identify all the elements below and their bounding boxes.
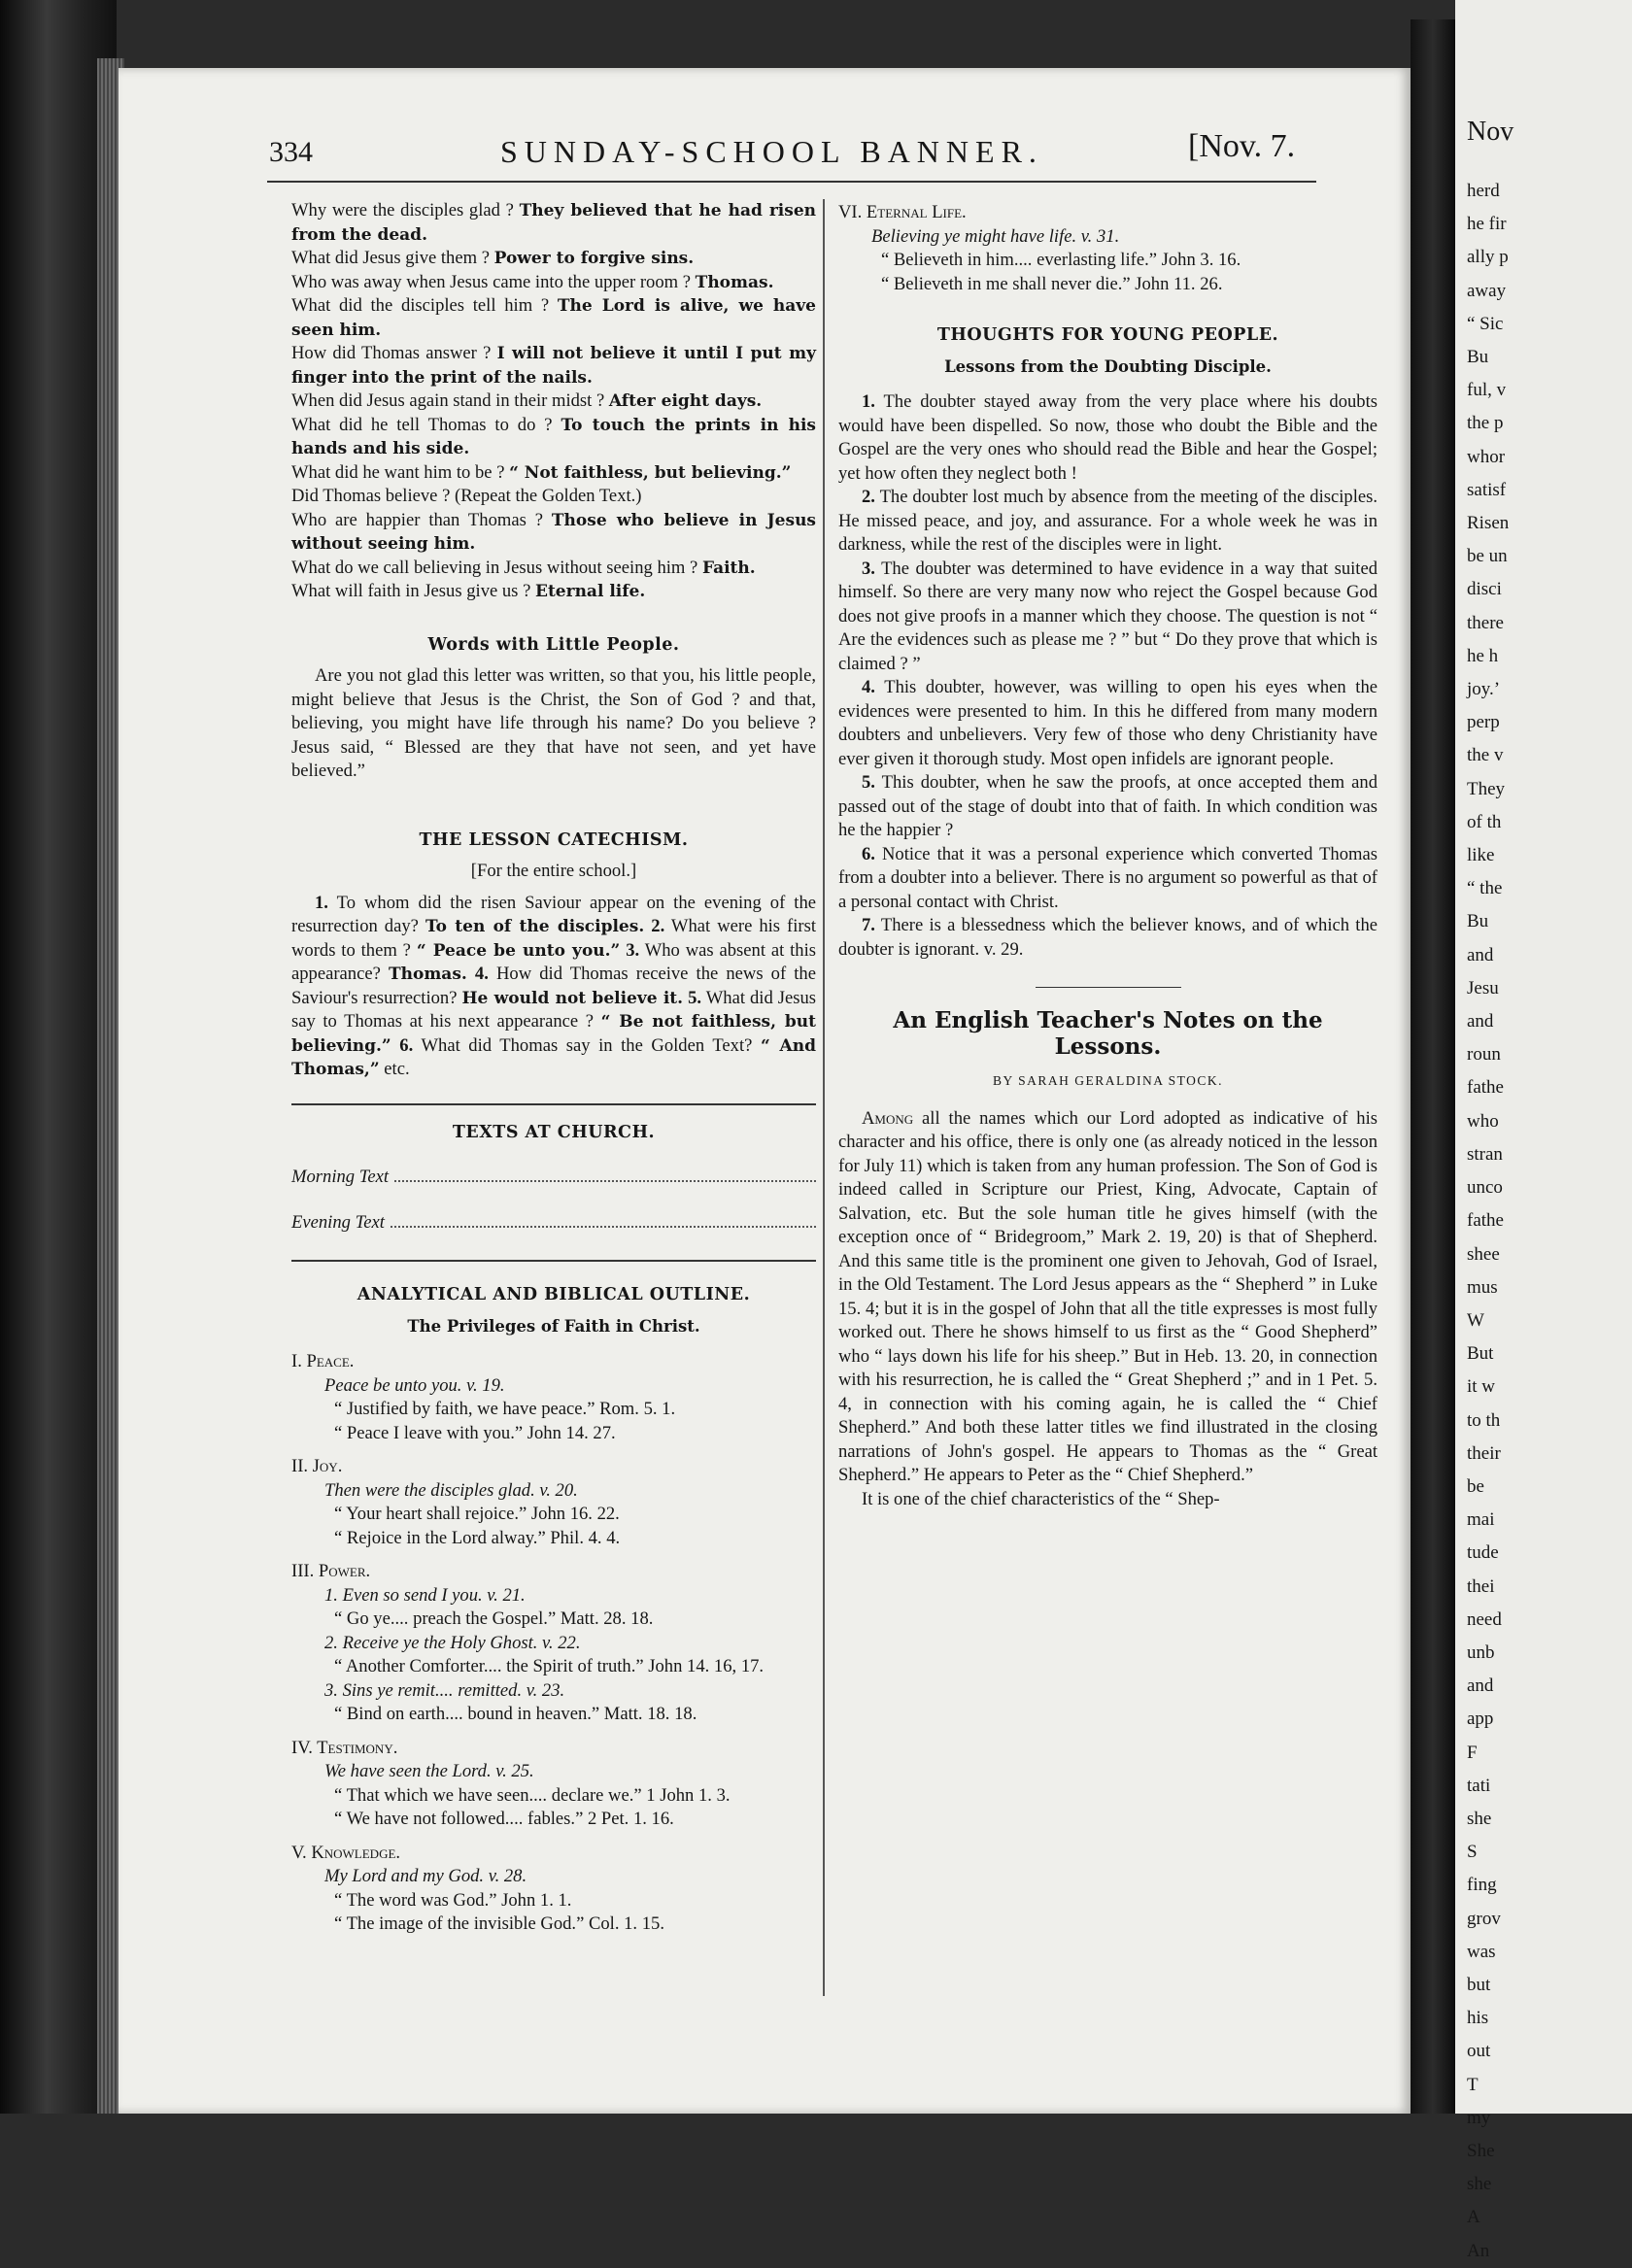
running-head: [189, 124, 1336, 183]
next-page-line: They: [1467, 778, 1506, 799]
next-page-line: whor: [1467, 446, 1506, 467]
answer: I will not believe it until I put my finger into the print of the nails.: [291, 344, 816, 388]
notes-first-word: Among: [862, 1107, 914, 1129]
next-page-line: tude: [1467, 1542, 1499, 1564]
outline-reference: “ The word was God.” John 1. 1.: [334, 1889, 572, 1911]
catechism-answer: “ Be not faithless, but believing.”: [291, 1012, 817, 1056]
qa-item: [291, 509, 816, 557]
next-page-line: of th: [1467, 811, 1502, 832]
next-page-line: Jesu: [1467, 977, 1499, 999]
thoughts-subheading: Lessons from the Doubting Disciple.: [944, 356, 1272, 376]
next-page-line: she: [1467, 2174, 1492, 2195]
outline-reference: “ Believeth in him.... everlasting life.” John 3. 16.: [881, 250, 1241, 270]
question: What did Jesus give them ?: [291, 248, 490, 268]
question: What did he want him to be ?: [291, 461, 505, 483]
next-page-line: his: [1467, 2008, 1489, 2029]
thought-text: The doubter was determined to have evidence in a way that suited himself. So there are very many now who reject the Gospel because God does not give proofs in a manner which they choose. The question is not “ Are the evidences such as please me ? ” but “ Do they prove that which is claimed ? ”: [838, 558, 1377, 674]
next-page-line: shee: [1467, 1243, 1500, 1265]
outline-verse: Then were the disciples glad. v. 20.: [324, 1479, 578, 1501]
thought-item: [838, 914, 1377, 962]
catechism-question: What did Jesus say to Thomas at his next appearance ?: [291, 987, 817, 1032]
thoughts-heading: THOUGHTS FOR YOUNG PEOPLE.: [936, 325, 1279, 345]
thought-item: [838, 390, 1377, 486]
next-page-line: T: [1467, 2074, 1479, 2095]
next-page-line: ally p: [1467, 247, 1509, 268]
notes-paragraph-2: It is one of the chief characteristics of the “ Shep-: [862, 1488, 1220, 1509]
catechism-heading: THE LESSON CATECHISM.: [419, 829, 689, 850]
notes-paragraph-body: all the names which our Lord adopted as indicative of his character and his office, there is only one (as already noticed in the lesson for July 11) which is taken from any human profession. The Son of God is indeed called in Scripture our Priest, King, Advocate, Captain of Salvation, etc. But the sole human title he gives himself (with the exception once of “ Bridegroom,” Mark 2. 19, 20) is that of Shepherd. And this same title is the prominent one given to Jehovah, God of Israel, in the Old Testament. The Lord Jesus appears as the “ Shepherd ” in Luke 15. 4; but it is in the gospel of John that all the title expresses is most fully worked out. There he shows himself to us first as the “ Good Shepherd” who “ lays down his life for his sheep.” But in Heb. 13. 20, in connection with his resurrection, he is called the “ Great Shepherd ;” and in 1 Pet. 5. 4, in connection with his coming again, he is called the “ Chief Shepherd.” And both these latter titles we find illustrated in the closing narrations of John's gospel. He appears to Thomas as the “ Great Shepherd.” He appears to Peter as the “ Chief Shepherd.”: [838, 1107, 1377, 1485]
question: What did the disciples tell him ?: [291, 295, 550, 316]
thought-item: [838, 771, 1377, 843]
column-rule: [823, 199, 825, 1996]
catechism-number: 6.: [399, 1034, 414, 1056]
next-page-line: the v: [1467, 745, 1504, 766]
qa-item: [291, 247, 816, 271]
next-page-line: roun: [1467, 1044, 1501, 1066]
qa-item: [291, 271, 816, 295]
next-page-line: disci: [1467, 579, 1502, 600]
thoughts-list: [838, 390, 1377, 962]
outline-reference: “ Believeth in me shall never die.” John 11. 26.: [881, 273, 1223, 294]
next-page-line: An: [1467, 2240, 1490, 2261]
section-rule: [291, 1260, 816, 1262]
outline-subheading: The Privileges of Faith in Christ.: [407, 1316, 700, 1336]
next-page-line: A: [1467, 2207, 1480, 2228]
thought-number: 5.: [862, 772, 875, 793]
next-page-line: F: [1467, 1742, 1478, 1763]
thought-item: [838, 843, 1377, 915]
next-page-line: “ Sic: [1467, 313, 1504, 334]
outline-heading-item: VI. Eternal Life.: [838, 202, 967, 222]
page-number: 334: [269, 136, 313, 168]
answer: They believed that he had risen from the dead.: [291, 201, 817, 245]
outline-reference: “ Rejoice in the Lord alway.” Phil. 4. 4.: [334, 1527, 621, 1548]
thought-text: The doubter lost much by absence from the meeting of the disciples. He missed peace, and joy, and assurance. For a whole week he was in darkness, while the rest of the disciples were in light.: [838, 487, 1378, 555]
qa-item: [291, 580, 816, 604]
next-page-line: joy.’: [1467, 679, 1501, 700]
qa-item: [291, 461, 816, 486]
next-page-line: But: [1467, 1343, 1494, 1365]
next-page-line: fathe: [1467, 1210, 1504, 1232]
outline-verse: 3. Sins ye remit.... remitted. v. 23.: [324, 1679, 565, 1701]
next-page-line: be: [1467, 1475, 1484, 1497]
outline-verse: 2. Receive ye the Holy Ghost. v. 22.: [324, 1632, 581, 1653]
notes-title: An English Teacher's Notes on the Lessons.: [893, 1007, 1323, 1060]
outline-heading-item: III. Power.: [291, 1561, 371, 1581]
qa-item: [291, 485, 816, 509]
outline-reference: “ Your heart shall rejoice.” John 16. 22.: [334, 1504, 620, 1524]
morning-text-label: Morning Text: [291, 1167, 390, 1187]
outline-reference: “ Peace I leave with you.” John 14. 27.: [334, 1422, 616, 1443]
qa-item: [291, 199, 816, 247]
next-page-line: be un: [1467, 546, 1508, 567]
answer: Eternal life.: [534, 582, 646, 601]
answer: Power to forgive sins.: [493, 249, 695, 268]
qa-item: [291, 342, 816, 389]
catechism-subheading: [For the entire school.]: [470, 861, 637, 881]
next-page-line: was: [1467, 1941, 1496, 1962]
catechism-number: 4.: [474, 964, 489, 984]
next-page-line: unco: [1467, 1177, 1503, 1199]
qa-item: [291, 389, 816, 414]
outline-heading-item: V. Knowledge.: [291, 1842, 401, 1863]
thought-number: 6.: [862, 843, 875, 864]
next-page-line: away: [1467, 280, 1507, 301]
answer: Those who believe in Jesus without seeing him.: [291, 510, 816, 554]
catechism-answer: “ Peace be unto you.”: [416, 940, 621, 961]
next-page-line: the p: [1467, 413, 1504, 434]
qa-item: [291, 294, 816, 342]
question: Did Thomas believe ?: [291, 486, 451, 506]
notes-byline: BY SARAH GERALDINA STOCK.: [992, 1073, 1224, 1088]
next-page-line: but: [1467, 1974, 1491, 1995]
question: What will faith in Jesus give us ?: [291, 581, 531, 601]
thought-item: [838, 558, 1377, 677]
next-page-line: herd: [1467, 181, 1500, 201]
catechism-number: 1.: [315, 892, 328, 913]
next-page-line: Bu: [1467, 347, 1489, 368]
evening-text-field: [291, 1211, 816, 1236]
outline-verse: 1. Even so send I you. v. 21.: [324, 1584, 526, 1606]
thought-text: There is a blessedness which the believer knows, and of which the doubter is ignorant. v. 29.: [838, 915, 1378, 960]
answer: To touch the prints in his hands and his side.: [291, 415, 816, 458]
next-page-line: mus: [1467, 1276, 1498, 1298]
evening-text-label: Evening Text: [291, 1211, 385, 1233]
answer: “ Not faithless, but believing.”: [509, 462, 792, 483]
next-page-line: thei: [1467, 1575, 1495, 1597]
next-page-line: she: [1467, 1808, 1492, 1829]
texts-heading: TEXTS AT CHURCH.: [452, 1122, 656, 1142]
outline-reference: “ Bind on earth.... bound in heaven.” Matt. 18. 18.: [334, 1704, 697, 1724]
next-page-line: out: [1467, 2041, 1491, 2062]
issue-date: [Nov. 7.: [1188, 128, 1296, 164]
next-page-line: perp: [1467, 712, 1500, 733]
outline-reference: “ Justified by faith, we have peace.” Rom. 5. 1.: [334, 1399, 676, 1419]
outline-reference: “ The image of the invisible God.” Col. 1. 15.: [334, 1913, 664, 1934]
thought-text: The doubter stayed away from the very place where his doubts would have been dispelled. So now, those who doubt the Bible and the Gospel are the very ones who should read the Bible and hear the Gospel; yet how often they neglect both !: [838, 391, 1377, 484]
thought-text: This doubter, however, was willing to open his eyes when the evidences were presented to him. In this he differed from many modern doubters and unbelievers. Very few of those who deny Christianity have ever given it thorough study. Most open infidels are ignorant people.: [838, 677, 1377, 769]
book-gutter: [1411, 19, 1455, 2114]
next-page-line: fing: [1467, 1875, 1497, 1896]
short-rule: [1036, 987, 1181, 988]
next-page-line: and: [1467, 944, 1494, 965]
next-page-line: mai: [1467, 1509, 1495, 1531]
next-page-line: stran: [1467, 1143, 1503, 1165]
right-column: [838, 199, 1377, 1511]
outline-verse: Peace be unto you. v. 19.: [324, 1374, 505, 1396]
next-page-line: fathe: [1467, 1077, 1504, 1099]
answer: The Lord is alive, we have seen him.: [291, 296, 816, 340]
next-page-line: S: [1467, 1842, 1478, 1863]
question: Who are happier than Thomas ?: [291, 509, 543, 530]
thought-item: [838, 486, 1377, 558]
question: Who was away when Jesus came into the upper room ?: [291, 271, 692, 292]
next-page-line: and: [1467, 1676, 1494, 1697]
catechism-tail: etc.: [379, 1059, 410, 1079]
catechism-answer: He would not believe it.: [461, 988, 684, 1008]
next-page-line: he fir: [1467, 214, 1507, 235]
thought-number: 1.: [862, 391, 875, 412]
question: Why were the disciples glad ?: [291, 200, 514, 220]
thought-text: Notice that it was a personal experience which converted Thomas from a doubter into a believer. There is no argument so powerful as that of a personal contact with Christ.: [838, 843, 1377, 912]
next-page-line: to th: [1467, 1409, 1501, 1431]
catechism-question: How did Thomas receive the news of the Saviour's resurrection?: [291, 964, 816, 1008]
catechism-question: What did Thomas say in the Golden Text?: [421, 1034, 753, 1056]
thought-text: This doubter, when he saw the proofs, at once accepted them and passed out of the stage of doubt into that of faith. In which condition was he the happier ?: [838, 772, 1377, 840]
thought-number: 3.: [862, 558, 875, 579]
catechism-number: 2.: [651, 916, 665, 936]
next-page-fragment: [1455, 0, 1632, 2261]
next-page-line: he h: [1467, 645, 1499, 666]
outline-reference: “ That which we have seen.... declare we.” 1 John 1. 3.: [334, 1784, 731, 1806]
outline-reference: “ Go ye.... preach the Gospel.” Matt. 28. 18.: [334, 1608, 654, 1629]
thought-item: [838, 676, 1377, 771]
catechism-question: What were his first words to them ?: [291, 916, 817, 961]
thought-number: 2.: [862, 487, 875, 507]
outline-section-vi: [838, 201, 1377, 296]
next-page-text: [1467, 175, 1509, 2268]
morning-text-field: [291, 1166, 816, 1190]
qa-item: [291, 414, 816, 461]
next-page-line: it w: [1467, 1376, 1496, 1398]
section-rule: [291, 1103, 816, 1105]
little-people-text: Are you not glad this letter was written, so that you, his little people, might believe that Jesus is the Christ, the Son of God ? and that, believing, you might have life through his name? Do you believe ? Jesus said, “ Blessed are they that have not seen, and yet have believed.”: [291, 665, 816, 781]
next-page-line: my: [1467, 2107, 1491, 2128]
next-page-line: ful, v: [1467, 380, 1507, 401]
notes-paragraph: [838, 1107, 1377, 1488]
catechism-answer: “ And Thomas,”: [291, 1035, 816, 1079]
outline-reference: “ Another Comforter.... the Spirit of truth.” John 14. 16, 17.: [334, 1656, 765, 1676]
next-page-line: Risen: [1467, 513, 1510, 534]
outline-heading-item: II. Joy.: [291, 1456, 343, 1476]
outline-verse: My Lord and my God. v. 28.: [324, 1866, 527, 1886]
answer: After eight days.: [608, 391, 763, 411]
catechism-answer: To ten of the disciples.: [425, 917, 645, 936]
question: What did he tell Thomas to do ?: [291, 414, 553, 435]
outline-reference: “ We have not followed.... fables.” 2 Pet. 1. 16.: [334, 1809, 674, 1829]
next-page-line: there: [1467, 612, 1504, 633]
next-page-line: She: [1467, 2140, 1495, 2161]
answer: (Repeat the Golden Text.): [455, 486, 642, 506]
outline-heading: ANALYTICAL AND BIBLICAL OUTLINE.: [357, 1285, 751, 1304]
header-rule: [267, 181, 1316, 183]
next-page-line: satisf: [1467, 479, 1507, 500]
outline-list: [291, 1350, 816, 1937]
thought-number: 4.: [862, 677, 875, 697]
publication-title: SUNDAY-SCHOOL BANNER.: [500, 134, 1043, 169]
next-page-line: unb: [1467, 1642, 1495, 1663]
next-page-line: app: [1467, 1709, 1494, 1730]
answer: Thomas.: [695, 272, 774, 292]
question-answer-list: [291, 199, 816, 604]
next-page-line: tati: [1467, 1775, 1491, 1796]
little-people-heading: Words with Little People.: [427, 634, 680, 655]
next-page-line: who: [1467, 1110, 1499, 1132]
next-page-line: grov: [1467, 1908, 1501, 1929]
outline-heading-item: IV. Testimony.: [291, 1737, 398, 1758]
catechism-answer: Thomas.: [388, 965, 467, 984]
next-page-line: W: [1467, 1309, 1484, 1331]
left-column: [291, 199, 816, 1937]
next-page-line: their: [1467, 1442, 1501, 1464]
next-page-line: “ the: [1467, 878, 1503, 899]
answer: Faith.: [701, 558, 756, 578]
outline-verse: We have seen the Lord. v. 25.: [324, 1761, 534, 1781]
next-page-line: Bu: [1467, 911, 1489, 932]
catechism-question: To whom did the risen Saviour appear on the evening of the resurrection day?: [291, 892, 817, 936]
next-page-line: and: [1467, 1011, 1494, 1032]
question: When did Jesus again stand in their midst ?: [291, 390, 605, 411]
next-page-running-head: Nov: [1467, 117, 1514, 147]
question: What do we call believing in Jesus without seeing him ?: [291, 557, 698, 578]
thought-number: 7.: [862, 915, 875, 935]
outline-heading-item: I. Peace.: [291, 1351, 355, 1371]
catechism-text: [291, 892, 816, 1082]
next-page-line: need: [1467, 1608, 1502, 1630]
catechism-number: 3.: [626, 939, 640, 961]
next-page-line: like: [1467, 845, 1495, 866]
catechism-number: 5.: [688, 987, 702, 1008]
outline-verse: Believing ye might have life. v. 31.: [871, 225, 1120, 247]
question: How did Thomas answer ?: [291, 343, 492, 363]
catechism-question: Who was absent at this appearance?: [291, 939, 816, 984]
qa-item: [291, 557, 816, 581]
